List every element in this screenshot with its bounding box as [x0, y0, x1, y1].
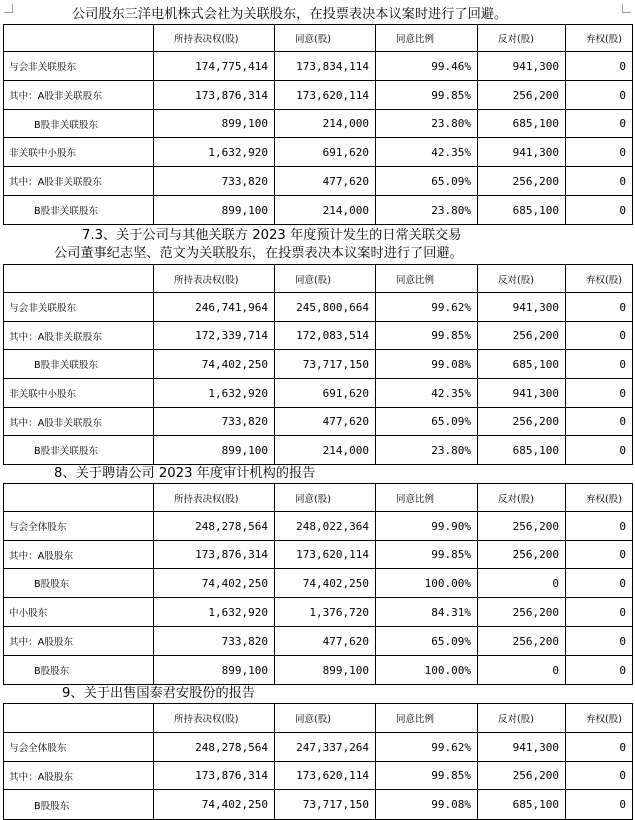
cell-abstain: 0 [566, 196, 633, 225]
cell-against: 685,100 [478, 790, 566, 820]
cell-total: 1,632,920 [154, 379, 275, 408]
cell-agree: 248,022,364 [275, 512, 376, 541]
cell-ratio: 99.62% [376, 293, 478, 322]
cell-agree: 899,100 [275, 656, 376, 685]
section-heading: 公司股东三洋电机株式会社为关联股东，在投票表决本议案时进行了回避。 [72, 7, 508, 22]
cell-abstain: 0 [566, 512, 633, 541]
cell-against: 685,100 [478, 110, 566, 138]
cell-abstain: 0 [566, 52, 633, 81]
table-row [4, 627, 633, 656]
table-row [4, 512, 633, 541]
cell-ratio: 65.09% [376, 167, 478, 196]
column-header: 弃权(股) [566, 25, 633, 52]
cell-against: 256,200 [478, 81, 566, 110]
column-header: 同意(股) [275, 704, 376, 733]
row-label: B股非关联股东 [4, 196, 154, 225]
table-row [4, 733, 633, 762]
cell-abstain: 0 [566, 138, 633, 167]
vote-table [3, 483, 633, 685]
cell-agree: 214,000 [275, 436, 376, 465]
table-row [4, 379, 633, 408]
cell-agree: 477,620 [275, 408, 376, 436]
cell-ratio: 99.90% [376, 512, 478, 541]
cell-total: 733,820 [154, 167, 275, 196]
row-label: B股股东 [4, 656, 154, 685]
column-header: 所持表决权(股) [154, 25, 275, 52]
cell-against: 256,200 [478, 598, 566, 627]
cell-abstain: 0 [566, 656, 633, 685]
cell-abstain: 0 [566, 322, 633, 350]
table-row [4, 52, 633, 81]
cell-ratio: 23.80% [376, 196, 478, 225]
table-row [4, 569, 633, 598]
cell-against: 0 [478, 656, 566, 685]
row-label: 与会非关联股东 [4, 293, 154, 322]
cell-against: 256,200 [478, 167, 566, 196]
row-label: 与会全体股东 [4, 733, 154, 762]
cell-total: 173,876,314 [154, 81, 275, 110]
section-heading: 公司董事纪志坚、范文为关联股东，在投票表决本议案时进行了回避。 [54, 246, 463, 261]
cell-agree: 173,834,114 [275, 52, 376, 81]
row-label: 与会全体股东 [4, 512, 154, 541]
cell-against: 685,100 [478, 196, 566, 225]
column-header: 同意(股) [275, 265, 376, 293]
cell-ratio: 42.35% [376, 138, 478, 167]
row-label: 其中：A股非关联股东 [4, 81, 154, 110]
cell-against: 256,200 [478, 512, 566, 541]
column-header: 同意比例 [376, 25, 478, 52]
table-row [4, 436, 633, 465]
cell-abstain: 0 [566, 569, 633, 598]
cell-total: 733,820 [154, 627, 275, 656]
cell-total: 899,100 [154, 436, 275, 465]
cell-agree: 245,800,664 [275, 293, 376, 322]
cell-total: 899,100 [154, 110, 275, 138]
row-label: 其中：A股非关联股东 [4, 322, 154, 350]
column-header: 所持表决权(股) [154, 704, 275, 733]
cell-abstain: 0 [566, 81, 633, 110]
row-label: 其中：A股股东 [4, 541, 154, 569]
cell-ratio: 99.46% [376, 52, 478, 81]
cell-ratio: 100.00% [376, 656, 478, 685]
table-row [4, 350, 633, 379]
row-label: B股股东 [4, 790, 154, 820]
table-header-row [4, 265, 633, 293]
cell-against: 941,300 [478, 293, 566, 322]
cell-agree: 1,376,720 [275, 598, 376, 627]
cell-ratio: 99.85% [376, 81, 478, 110]
cell-ratio: 99.62% [376, 733, 478, 762]
cell-against: 941,300 [478, 733, 566, 762]
column-header: 所持表决权(股) [154, 484, 275, 512]
cell-agree: 173,620,114 [275, 541, 376, 569]
column-header [4, 484, 154, 512]
cell-against: 941,300 [478, 379, 566, 408]
cell-total: 1,632,920 [154, 598, 275, 627]
cell-abstain: 0 [566, 408, 633, 436]
cell-ratio: 100.00% [376, 569, 478, 598]
page-corner-mark [4, 4, 13, 13]
cell-abstain: 0 [566, 627, 633, 656]
cell-ratio: 23.80% [376, 436, 478, 465]
cell-ratio: 84.31% [376, 598, 478, 627]
cell-agree: 247,337,264 [275, 733, 376, 762]
table-header-row [4, 25, 633, 52]
vote-table [3, 703, 633, 820]
column-header: 同意比例 [376, 704, 478, 733]
cell-total: 246,741,964 [154, 293, 275, 322]
column-header [4, 704, 154, 733]
cell-against: 941,300 [478, 138, 566, 167]
column-header: 反对(股) [478, 265, 566, 293]
cell-against: 685,100 [478, 436, 566, 465]
cell-total: 899,100 [154, 656, 275, 685]
cell-abstain: 0 [566, 541, 633, 569]
cell-total: 733,820 [154, 408, 275, 436]
table-row [4, 293, 633, 322]
row-label: 与会非关联股东 [4, 52, 154, 81]
row-label: B股非关联股东 [4, 350, 154, 379]
column-header: 同意(股) [275, 484, 376, 512]
column-header [4, 25, 154, 52]
column-header: 所持表决权(股) [154, 265, 275, 293]
cell-against: 256,200 [478, 627, 566, 656]
cell-abstain: 0 [566, 293, 633, 322]
cell-against: 256,200 [478, 541, 566, 569]
row-label: 其中：A股非关联股东 [4, 167, 154, 196]
cell-abstain: 0 [566, 167, 633, 196]
table-row [4, 322, 633, 350]
column-header: 同意比例 [376, 265, 478, 293]
cell-abstain: 0 [566, 733, 633, 762]
cell-ratio: 99.08% [376, 790, 478, 820]
cell-against: 941,300 [478, 52, 566, 81]
table-row [4, 110, 633, 138]
column-header: 弃权(股) [566, 704, 633, 733]
cell-ratio: 99.85% [376, 541, 478, 569]
cell-ratio: 65.09% [376, 408, 478, 436]
cell-agree: 214,000 [275, 110, 376, 138]
cell-agree: 477,620 [275, 627, 376, 656]
page-corner-mark [622, 4, 631, 13]
cell-total: 173,876,314 [154, 541, 275, 569]
cell-total: 74,402,250 [154, 350, 275, 379]
column-header: 弃权(股) [566, 484, 633, 512]
table-row [4, 408, 633, 436]
cell-abstain: 0 [566, 436, 633, 465]
cell-agree: 73,717,150 [275, 350, 376, 379]
cell-total: 174,775,414 [154, 52, 275, 81]
cell-against: 256,200 [478, 762, 566, 790]
row-label: 非关联中小股东 [4, 138, 154, 167]
cell-total: 248,278,564 [154, 512, 275, 541]
cell-total: 173,876,314 [154, 762, 275, 790]
column-header: 反对(股) [478, 484, 566, 512]
column-header: 同意比例 [376, 484, 478, 512]
cell-agree: 173,620,114 [275, 81, 376, 110]
cell-total: 899,100 [154, 196, 275, 225]
table-header-row [4, 484, 633, 512]
section-heading: 9、关于出售国泰君安股份的报告 [62, 686, 256, 701]
table-header-row [4, 704, 633, 733]
table-row [4, 656, 633, 685]
cell-ratio: 65.09% [376, 627, 478, 656]
cell-against: 256,200 [478, 408, 566, 436]
cell-abstain: 0 [566, 350, 633, 379]
section-heading: 8、关于聘请公司 2023 年度审计机构的报告 [54, 466, 316, 481]
row-label: 非关联中小股东 [4, 379, 154, 408]
cell-ratio: 99.85% [376, 322, 478, 350]
row-label: 其中：A股股东 [4, 762, 154, 790]
table-row [4, 81, 633, 110]
table-row [4, 167, 633, 196]
cell-against: 256,200 [478, 322, 566, 350]
vote-table [3, 264, 633, 465]
column-header [4, 265, 154, 293]
row-label: B股股东 [4, 569, 154, 598]
cell-ratio: 23.80% [376, 110, 478, 138]
cell-abstain: 0 [566, 110, 633, 138]
row-label: B股非关联股东 [4, 110, 154, 138]
cell-agree: 173,620,114 [275, 762, 376, 790]
cell-abstain: 0 [566, 379, 633, 408]
table-row [4, 790, 633, 820]
column-header: 反对(股) [478, 25, 566, 52]
section-heading: 7.3、关于公司与其他关联方 2023 年度预计发生的日常关联交易 [82, 228, 462, 243]
cell-total: 248,278,564 [154, 733, 275, 762]
cell-agree: 691,620 [275, 379, 376, 408]
cell-total: 172,339,714 [154, 322, 275, 350]
row-label: 其中：A股股东 [4, 627, 154, 656]
table-row [4, 598, 633, 627]
cell-agree: 214,000 [275, 196, 376, 225]
table-row [4, 762, 633, 790]
table-row [4, 541, 633, 569]
cell-abstain: 0 [566, 790, 633, 820]
column-header: 同意(股) [275, 25, 376, 52]
cell-total: 74,402,250 [154, 790, 275, 820]
cell-ratio: 99.85% [376, 762, 478, 790]
cell-agree: 74,402,250 [275, 569, 376, 598]
table-row [4, 196, 633, 225]
cell-ratio: 42.35% [376, 379, 478, 408]
table-row [4, 138, 633, 167]
cell-agree: 172,083,514 [275, 322, 376, 350]
vote-table [3, 24, 633, 225]
column-header: 弃权(股) [566, 265, 633, 293]
row-label: 其中：A股非关联股东 [4, 408, 154, 436]
cell-total: 74,402,250 [154, 569, 275, 598]
column-header: 反对(股) [478, 704, 566, 733]
cell-agree: 73,717,150 [275, 790, 376, 820]
cell-agree: 691,620 [275, 138, 376, 167]
row-label: B股非关联股东 [4, 436, 154, 465]
cell-ratio: 99.08% [376, 350, 478, 379]
cell-agree: 477,620 [275, 167, 376, 196]
cell-abstain: 0 [566, 762, 633, 790]
cell-total: 1,632,920 [154, 138, 275, 167]
row-label: 中小股东 [4, 598, 154, 627]
cell-abstain: 0 [566, 598, 633, 627]
cell-against: 685,100 [478, 350, 566, 379]
cell-against: 0 [478, 569, 566, 598]
